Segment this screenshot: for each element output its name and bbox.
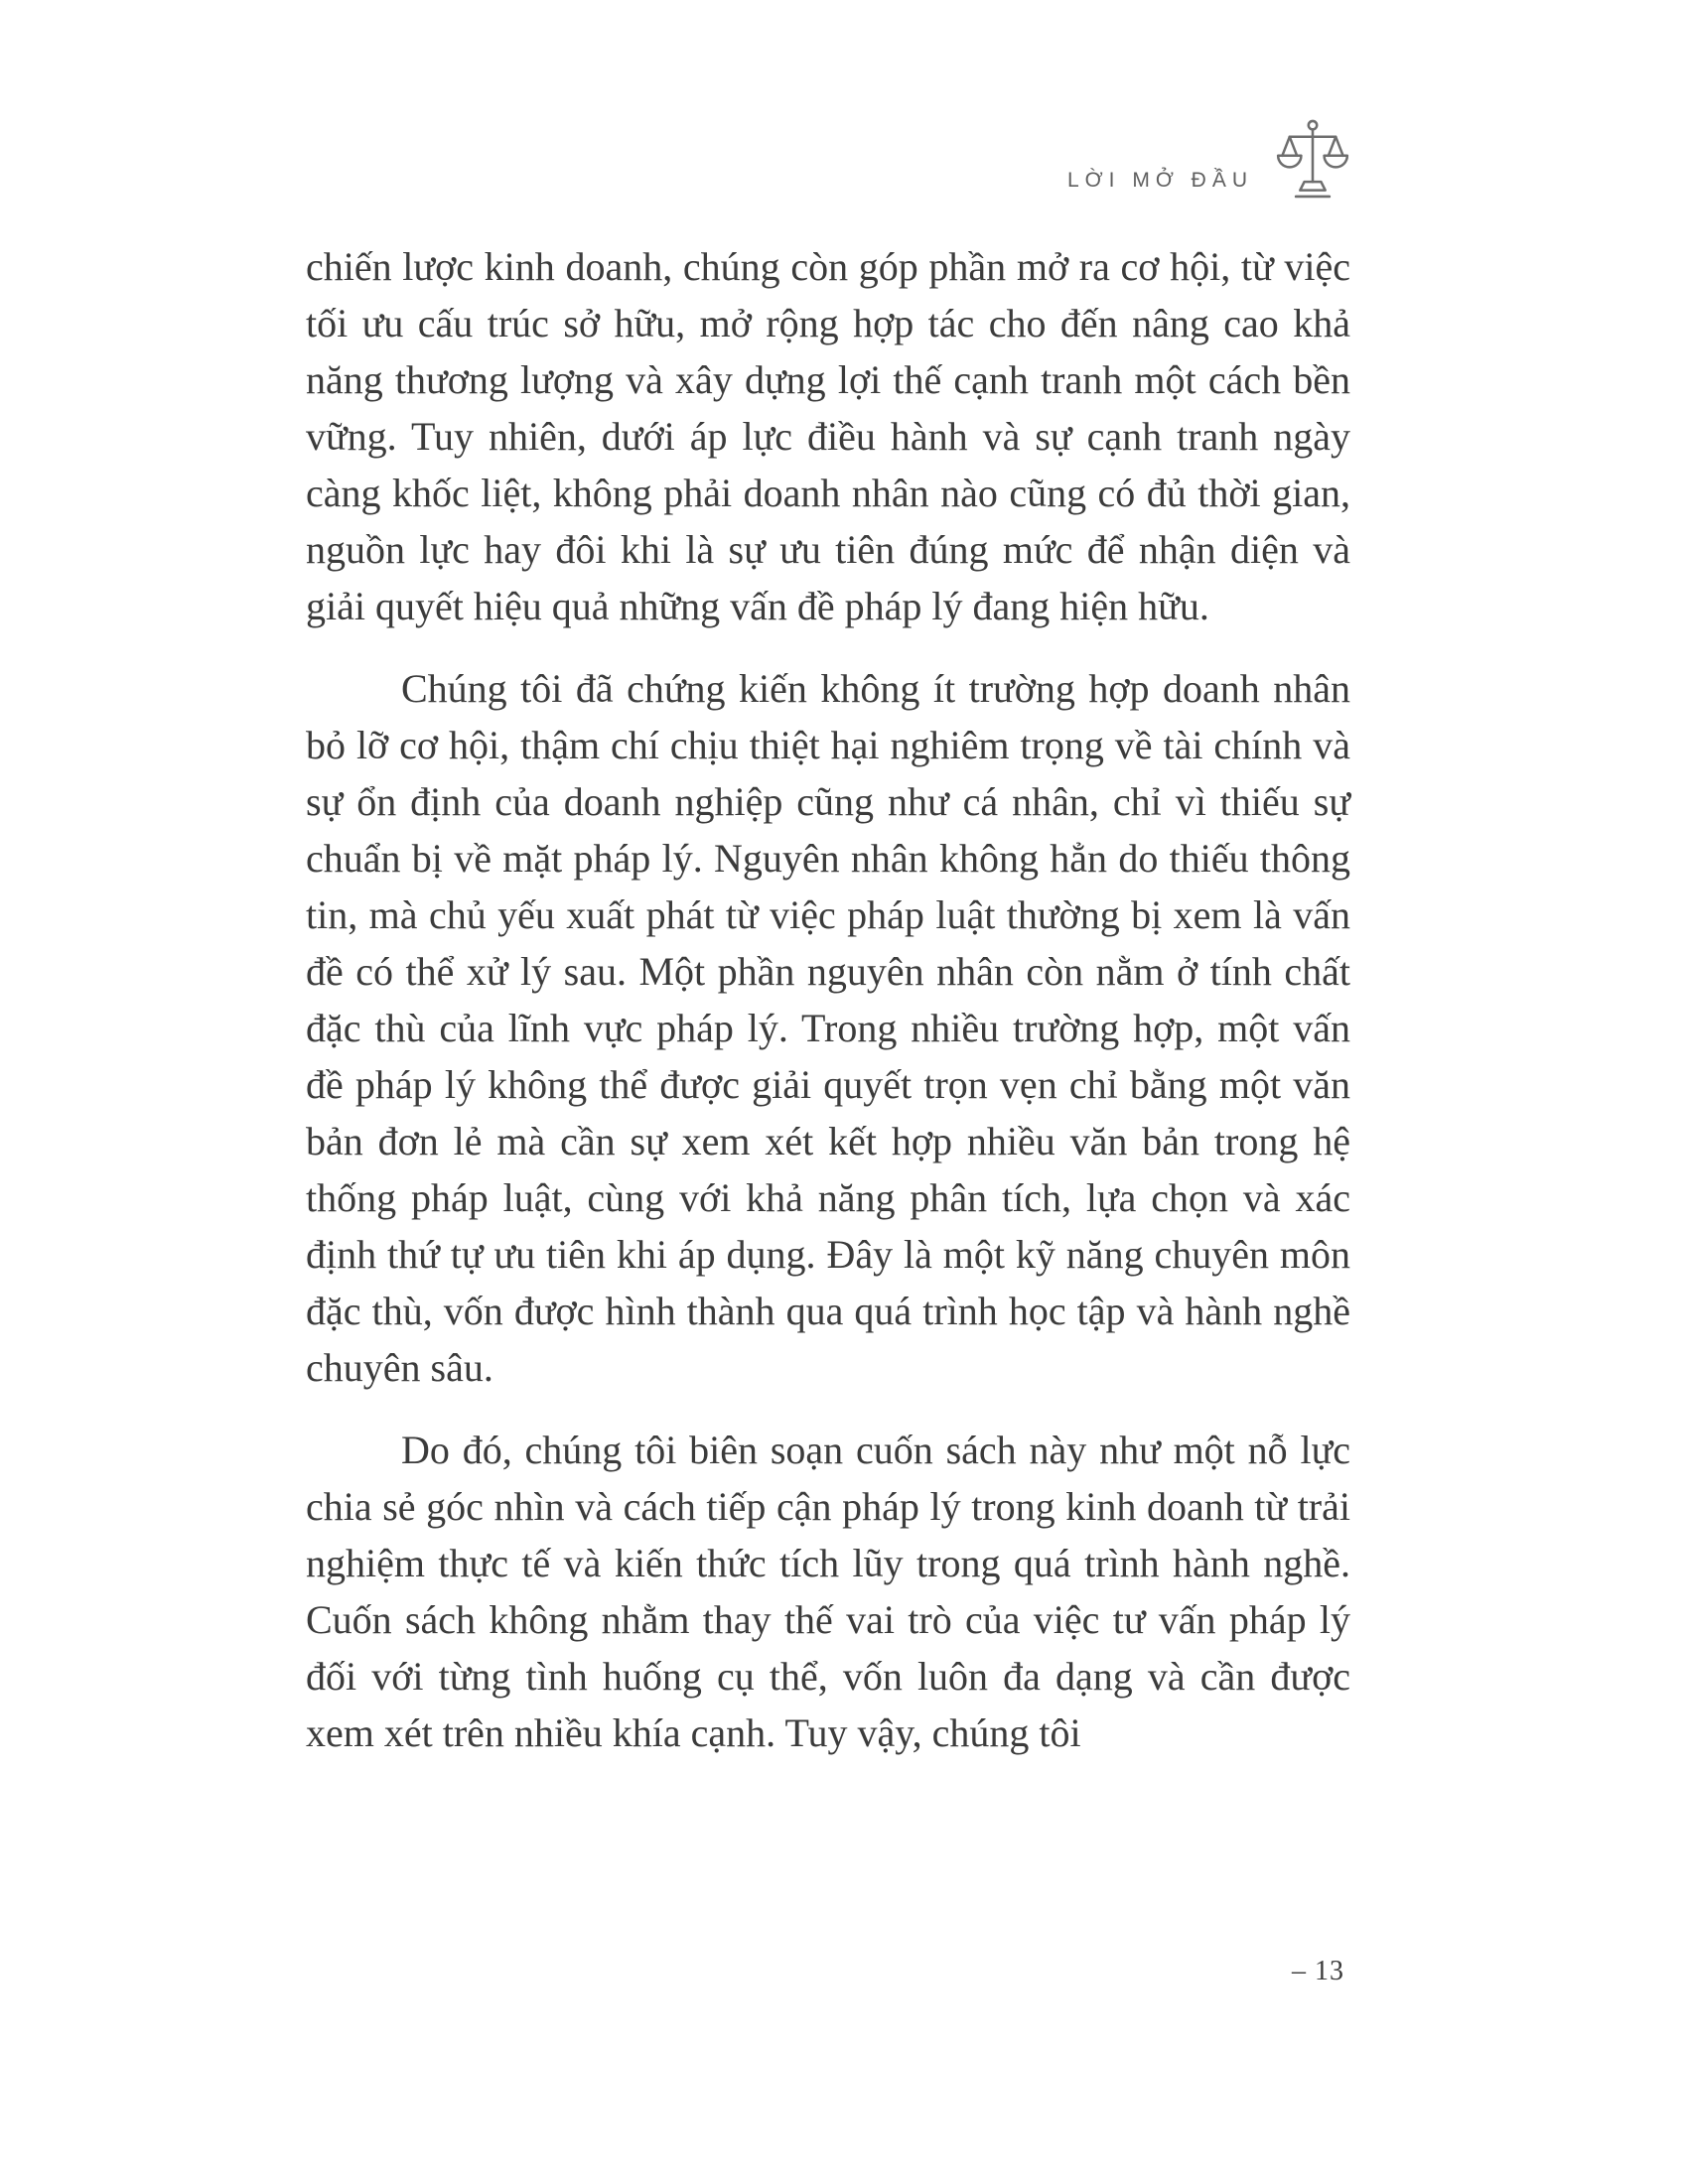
paragraph-2: Chúng tôi đã chứng kiến không ít trường hợp doanh nhân bỏ lỡ cơ hội, thậm chí chịu thiệt hại nghiêm trọng về tài chính và sự ổn định của doanh nghiệp cũng như cá nhân, chỉ vì thiếu sự chuẩn bị về mặt pháp lý. Nguyên nhân không hẳn do thiếu thông tin, mà chủ yếu xuất phát từ việc pháp luật thường bị xem là vấn đề có thể xử lý sau. Một phần nguyên nhân còn nằm ở tính chất đặc thù của lĩnh vực pháp lý. Trong nhiều trường hợp, một vấn đề pháp lý không thể được giải quyết trọn vẹn chỉ bằng một văn bản đơn lẻ mà cần sự xem xét kết hợp nhiều văn bản trong hệ thống pháp luật, cùng với khả năng phân tích, lựa chọn và xác định thứ tự ưu tiên khi áp dụng. Đây là một kỹ năng chuyên môn đặc thù, vốn được hình thành qua quá trình học tập và hành nghề chuyên sâu. [306, 666, 1350, 1390]
paragraph-3: Do đó, chúng tôi biên soạn cuốn sách này như một nỗ lực chia sẻ góc nhìn và cách tiếp cận pháp lý trong kinh doanh từ trải nghiệm thực tế và kiến thức tích lũy trong quá trình hành nghề. Cuốn sách không nhằm thay thế vai trò của việc tư vấn pháp lý đối với từng tình huống cụ thể, vốn luôn đa dạng và cần được xem xét trên nhiều khía cạnh. Tuy vậy, chúng tôi [306, 1428, 1350, 1755]
body-text-block [306, 238, 1350, 1787]
running-head-title: LỜI MỞ ĐẦU [1066, 169, 1253, 192]
scales-of-justice-icon [1275, 117, 1350, 203]
page-number: – 13 [1292, 1956, 1344, 1986]
paragraph-1: chiến lược kinh doanh, chúng còn góp phần mở ra cơ hội, từ việc tối ưu cấu trúc sở hữu, mở rộng hợp tác cho đến nâng cao khả năng thương lượng và xây dựng lợi thế cạnh tranh một cách bền vững. Tuy nhiên, dưới áp lực điều hành và sự cạnh tranh ngày càng khốc liệt, không phải doanh nhân nào cũng có đủ thời gian, nguồn lực hay đôi khi là sự ưu tiên đúng mức để nhận diện và giải quyết hiệu quả những vấn đề pháp lý đang hiện hữu. [306, 244, 1350, 628]
page-header [306, 117, 1350, 203]
